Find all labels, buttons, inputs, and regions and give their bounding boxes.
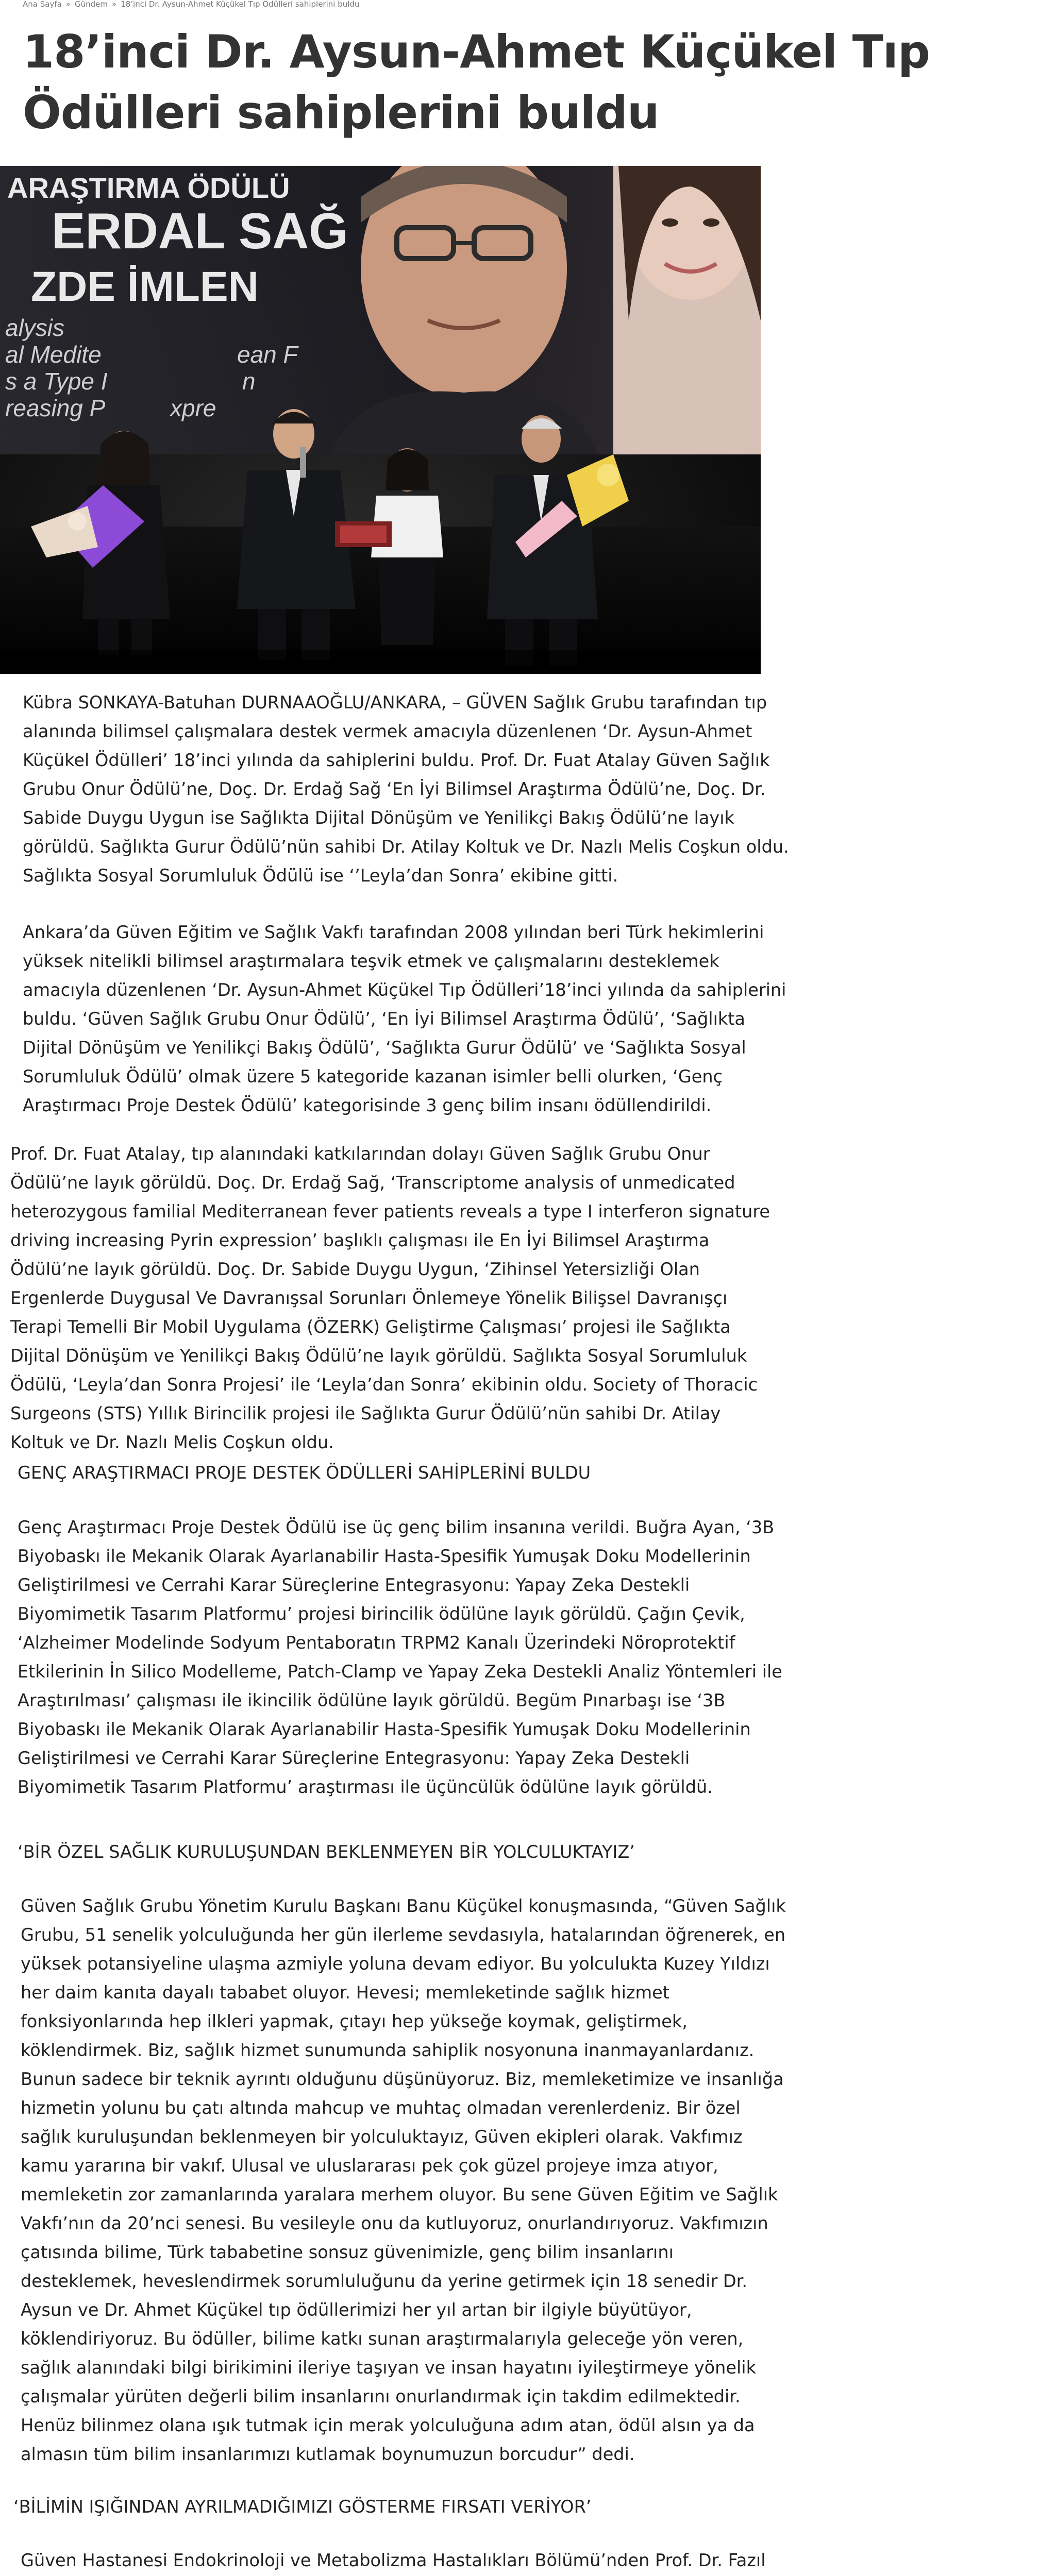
article-paragraph: Kübra SONKAYA-Batuhan DURNAAOĞLU/ANKARA, – GÜVEN Sağlık Grubu tarafından tıp alanında bilimsel çalışmalara destek vermek amacıyla düzenlenen ‘Dr. Aysun-Ahmet Küçükel Ödülleri’ 18’inci yılında da sahiplerini buldu. Prof. Dr. Fuat Atalay Güven Sağlık Grubu Onur Ödülü’ne, Doç. Dr. Erdağ Sağ ‘En İyi Bilimsel Araştırma Ödülü’ne, Doç. Dr. Sabide Duygu Uygun ise Sağlıkta Dijital Dönüşüm ve Yenilikçi Bakış Ödülü’ne layık görüldü. Sağlıkta Gurur Ödülü’nün sahibi Dr. Atilay Koltuk ve Dr. Nazlı Melis Coşkun oldu. Sağlıkta Sosyal Sorumluluk Ödülü ise ‘’Leyla’dan Sonra’ ekibine gitti. [23,692,789,886]
backdrop-line: al Medite [5,341,102,368]
backdrop-line: s a Type I [5,368,108,395]
backdrop-line: ZDE İMLEN [31,263,259,310]
backdrop-line: n [242,368,256,395]
backdrop-line: ean F [237,341,298,368]
backdrop-line: xpre [170,395,216,421]
article-paragraph: Güven Sağlık Grubu Yönetim Kurulu Başkanı Banu Küçükel konuşmasında, “Güven Sağlık Grubu, 51 senelik yolculuğunda her gün ilerleme sevdasıyla, hatalarından öğrenerek, en yüksek potansiyeline ulaşma azmiyle yoluna devam ediyor. Bu yolculukta Kuzey Yıldızı her daim kanıta dayalı tababet oluyor. Hevesi; memleketinde sağlık hizmet fonksiyonlarında hep ilkleri yapmak, çıtayı hep yükseğe koymak, geliştirmek, köklendirmek. Biz, sağlık hizmet sunumunda sahiplik nosyonuna inanmayanlardanız. Bunun sadece bir teknik ayrıntı olduğunu düşünüyoruz. Biz, memleketimize ve insanlığa hizmetin yolunu bu çatı altında mahcup ve muhtaç olmadan verenlerdeniz. Bir özel sağlık kuruluşundan beklenmeyen bir yolculuktayız, Güven ekipleri olarak. Vakfımız kamu yararına bir vakıf. Ulusal ve uluslararası pek çok güzel projeye imza atıyor, memleketin zor zamanlarında yaralara merhem oluyor. Bu sene Güven Eğitim ve Sağlık Vakfı’nın da 20’nci senesi. Bu vesileyle onu da kutluyoruz, onurlandırıyoruz. Vakfımızın çatısında bilime, Türk tababetine sonsuz güvenimizle, genç bilim insanlarını desteklemek, heveslendirmek sorumluluğunu da yerine getirmek için 18 senedir Dr. Aysun ve Dr. Ahmet Küçükel tıp ödüllerimizi her yıl artan bir ilgiyle büyütüyor, köklendiriyoruz. Bu ödüller, bilime katkı sunan araştırmalarıyla geleceğe yön veren, sağlık alanındaki bilgi birikimini ileriye taşıyan ve insan hayatını iyileştirmeye yönelik çalışmalar yürüten değerli bilim insanlarını onurlandırmak için takdim edilmektedir. Henüz bilinmez olana ışık tutmak için merak yolculuğuna adım atan, ödül alsın ya da almasın tüm bilim insanlarımızı kutlamak boynumuzun borcudur” dedi. [21,1896,786,2464]
breadcrumb-home-link[interactable]: Ana Sayfa [23,0,62,8]
backdrop-line: ARAŞTIRMA ÖDÜLÜ [7,172,290,204]
award-ceremony-photo [0,166,761,674]
screen-portrait-woman [613,166,761,454]
backdrop-line: alysis [5,314,65,341]
breadcrumb-separator: » [111,0,117,8]
breadcrumb [23,0,744,8]
breadcrumb-separator: » [65,0,71,8]
breadcrumb-current: 18’inci Dr. Aysun-Ahmet Küçükel Tıp Ödülleri sahiplerini buldu [121,0,360,8]
breadcrumb-category-link[interactable]: Gündem [74,0,108,8]
screen-portrait-man [330,166,598,454]
article-paragraph: Genç Araştırmacı Proje Destek Ödülü ise üç genç bilim insanına verildi. Buğra Ayan, ‘3B Biyobaskı ile Mekanik Olarak Ayarlanabilir Hasta-Spesifik Yumuşak Doku Modellerinin Geliştirilmesi ve Cerrahi Karar Süreçlerine Entegrasyonu: Yapay Zeka Destekli Biyomimetik Tasarım Platformu’ projesi birincilik ödülüne layık görüldü. Çağın Çevik, ‘Alzheimer Modelinde Sodyum Pentaboratın TRPM2 Kanalı Üzerindeki Nöroprotektif Etkilerinin İn Silico Modelleme, Patch-Clamp ve Yapay Zeka Destekli Analiz Yöntemleri ile Araştırılması’ çalışması ile ikincilik ödülüne layık görüldü. Begüm Pınarbaşı ise ‘3B Biyobaskı ile Mekanik Olarak Ayarlanabilir Hasta-Spesifik Yumuşak Doku Modellerinin Geliştirilmesi ve Cerrahi Karar Süreçlerine Entegrasyonu: Yapay Zeka Destekli Biyomimetik Tasarım Platformu’ araştırması ile üçüncülük ödülüne layık görüldü. [18,1517,782,1797]
section-heading: GENÇ ARAŞTIRMACI PROJE DESTEK ÖDÜLLERİ SAHİPLERİNİ BULDU [18,1463,591,1483]
article-title: 18’inci Dr. Aysun-Ahmet Küçükel Tıp Ödülleri sahiplerini buldu [23,25,930,139]
article-paragraph: Ankara’da Güven Eğitim ve Sağlık Vakfı tarafından 2008 yılından beri Türk hekimlerini yüksek nitelikli bilimsel araştırmalara teşvik etmek ve çalışmalarını desteklemek amacıyla düzenlenen ‘Dr. Aysun-Ahmet Küçükel Tıp Ödülleri’18’inci yılında da sahiplerini buldu. ‘Güven Sağlık Grubu Onur Ödülü’, ‘En İyi Bilimsel Araştırma Ödülü’, ‘Sağlıkta Dijital Dönüşüm ve Yenilikçi Bakış Ödülü’, ‘Sağlıkta Gurur Ödülü’ ve ‘Sağlıkta Sosyal Sorumluluk Ödülü’ olmak üzere 5 kategoride kazanan isimler belli olurken, ‘Genç Araştırmacı Proje Destek Ödülü’ kategorisinde 3 genç bilim insanı ödüllendirildi. [23,922,786,1115]
article-paragraph: Prof. Dr. Fuat Atalay, tıp alanındaki katkılarından dolayı Güven Sağlık Grubu Onur Ödülü’ne layık görüldü. Doç. Dr. Erdağ Sağ, ‘Transcriptome analysis of unmedicated heterozygous familial Mediterranean fever patients reveals a type I interferon signature driving increasing Pyrin expression’ başlıklı çalışması ile En İyi Bilimsel Araştırma Ödülü’ne layık görüldü. Doç. Dr. Sabide Duygu Uygun, ‘Zihinsel Yetersizliği Olan Ergenlerde Duygusal Ve Davranışsal Sorunları Önlemeye Yönelik Bilişsel Davranışçı Terapi Temelli Bir Mobil Uygulama (ÖZERK) Geliştirme Çalışması’ projesi ile Sağlıkta Dijital Dönüşüm ve Yenilikçi Bakış Ödülü’ne layık görüldü. Sağlıkta Sosyal Sorumluluk Ödülü, ‘Leyla’dan Sonra Projesi’ ile ‘Leyla’dan Sonra’ ekibinin oldu. Society of Thoracic Surgeons (STS) Yıllık Birincilik projesi ile Sağlıkta Gurur Ödülü’nün sahibi Dr. Atilay Koltuk ve Dr. Nazlı Melis Coşkun oldu. [10,1144,770,1452]
backdrop-line: reasing P [5,395,106,421]
section-heading: ‘BİR ÖZEL SAĞLIK KURULUŞUNDAN BEKLENMEYEN BİR YOLCULUKTAYIZ’ [18,1842,635,1862]
backdrop-line: ERDAL SAĞ [52,202,348,259]
article-paragraph: Güven Hastanesi Endokrinoloji ve Metabolizma Hastalıkları Bölümü’nden Prof. Dr. Fazıl [21,2550,766,2570]
section-heading: ‘BİLİMİN IŞIĞINDAN AYRILMADIĞIMIZI GÖSTERME FIRSATI VERİYOR’ [13,2497,592,2517]
hero-image [0,166,761,674]
